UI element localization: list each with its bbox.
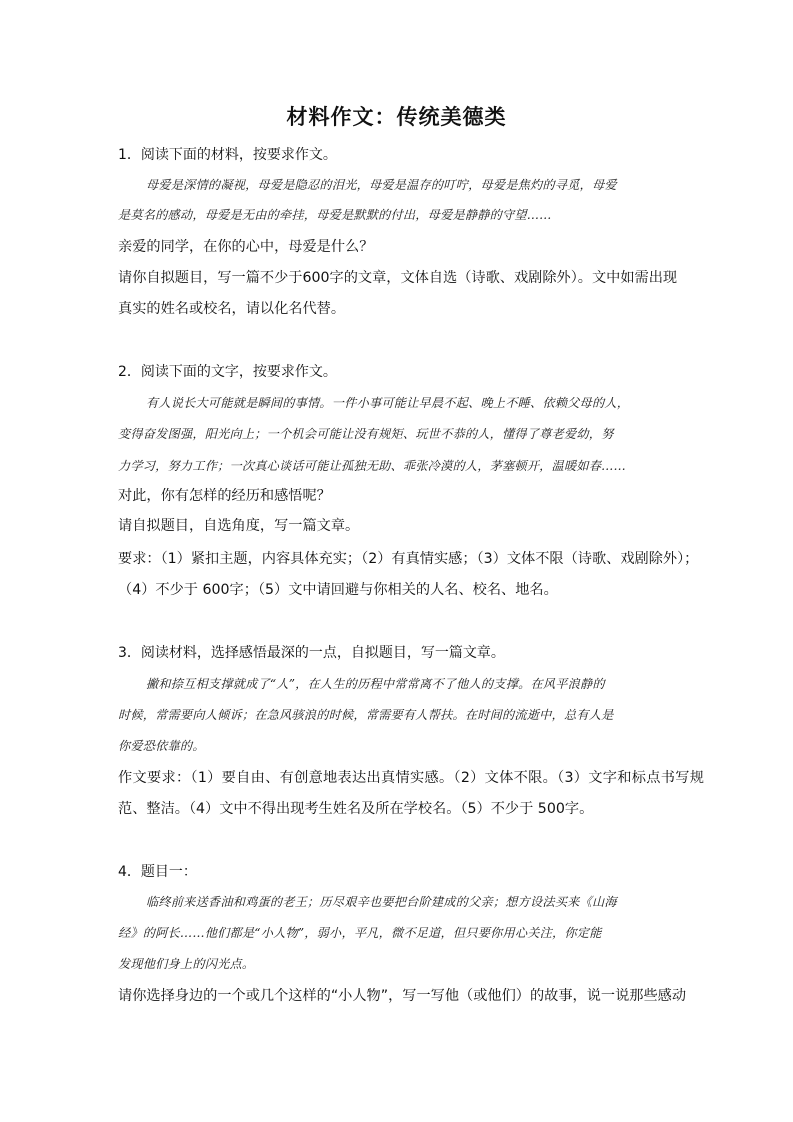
question-2-prompt-line-4: （4）不少于 600字；（5）文中请回避与你相关的人名、校名、地名。 bbox=[118, 582, 558, 598]
question-2-material-line-1: 有人说长大可能就是瞬间的事情。一件小事可能让早晨不起、晚上不睡、依赖父母的人， bbox=[146, 396, 630, 410]
question-1-heading: 1．阅读下面的材料，按要求作文。 bbox=[118, 147, 337, 163]
question-2-material-line-2: 变得奋发图强，阳光向上；一个机会可能让没有规矩、玩世不恭的人，懂得了尊老爱幼，努 bbox=[118, 427, 614, 441]
page-title: 材料作文：传统美德类 bbox=[286, 104, 507, 129]
question-1-material-line-2: 是莫名的感动，母爱是无由的牵挂，母爱是默默的付出，母爱是静静的守望…… bbox=[118, 208, 552, 222]
question-4-heading: 4．题目一： bbox=[118, 864, 197, 880]
question-3-material-line-3: 你爱恐依靠的。 bbox=[118, 739, 205, 753]
question-3-material-line-2: 时候，常需要向人倾诉；在急风骇浪的时候，常需要有人帮扶。在时间的流逝中，总有人是 bbox=[118, 708, 614, 722]
question-3-material-line-1: 撇和捺互相支撑就成了“人”，在人生的历程中常常离不了他人的支撑。在风平浪静的 bbox=[146, 677, 605, 691]
question-2-prompt-line-3: 要求：（1）紧扣主题，内容具体充实；（2）有真情实感；（3）文体不限（诗歌、戏剧除外）； bbox=[118, 551, 699, 567]
question-3-prompt-line-1: 作文要求：（1）要自由、有创意地表达出真情实感。（2）文体不限。（3）文字和标点书写规 bbox=[118, 770, 705, 786]
question-4-material-line-1: 临终前来送香油和鸡蛋的老王；历尽艰辛也要把台阶建成的父亲；想方设法买来《山海 bbox=[146, 895, 617, 909]
question-3-prompt-line-2: 范、整洁。（4）文中不得出现考生姓名及所在学校名。（5）不少于 500字。 bbox=[118, 801, 594, 817]
question-1-prompt-line-1: 亲爱的同学，在你的心中，母爱是什么？ bbox=[118, 239, 374, 255]
question-1-prompt-line-3: 真实的姓名或校名，请以化名代替。 bbox=[118, 301, 346, 317]
question-2-heading: 2．阅读下面的文字，按要求作文。 bbox=[118, 364, 337, 380]
question-1-material-line-1: 母爱是深情的凝视，母爱是隐忍的泪光，母爱是温存的叮咛，母爱是焦灼的寻觅，母爱 bbox=[146, 178, 617, 192]
question-2-prompt-line-2: 请自拟题目，自选角度，写一篇文章。 bbox=[118, 518, 360, 534]
question-2-material-line-3: 力学习，努力工作；一次真心谈话可能让孤独无助、乖张冷漠的人，茅塞顿开，温暖如春…… bbox=[118, 459, 626, 473]
question-4-prompt-line-1: 请你选择身边的一个或几个这样的“小人物”，写一写他（或他们）的故事，说一说那些感动 bbox=[118, 988, 687, 1004]
question-1-prompt-line-2: 请你自拟题目，写一篇不少于600字的文章，文体自选（诗歌、戏剧除外）。文中如需出现 bbox=[118, 270, 678, 286]
question-3-heading: 3．阅读材料，选择感悟最深的一点，自拟题目，写一篇文章。 bbox=[118, 645, 505, 661]
question-2-prompt-line-1: 对此，你有怎样的经历和感悟呢？ bbox=[118, 488, 331, 504]
question-4-material-line-2: 经》的阿长……他们都是“小人物”，弱小，平凡，微不足道，但只要你用心关注，你定能 bbox=[118, 926, 602, 940]
question-4-material-line-3: 发现他们身上的闪光点。 bbox=[118, 957, 255, 971]
